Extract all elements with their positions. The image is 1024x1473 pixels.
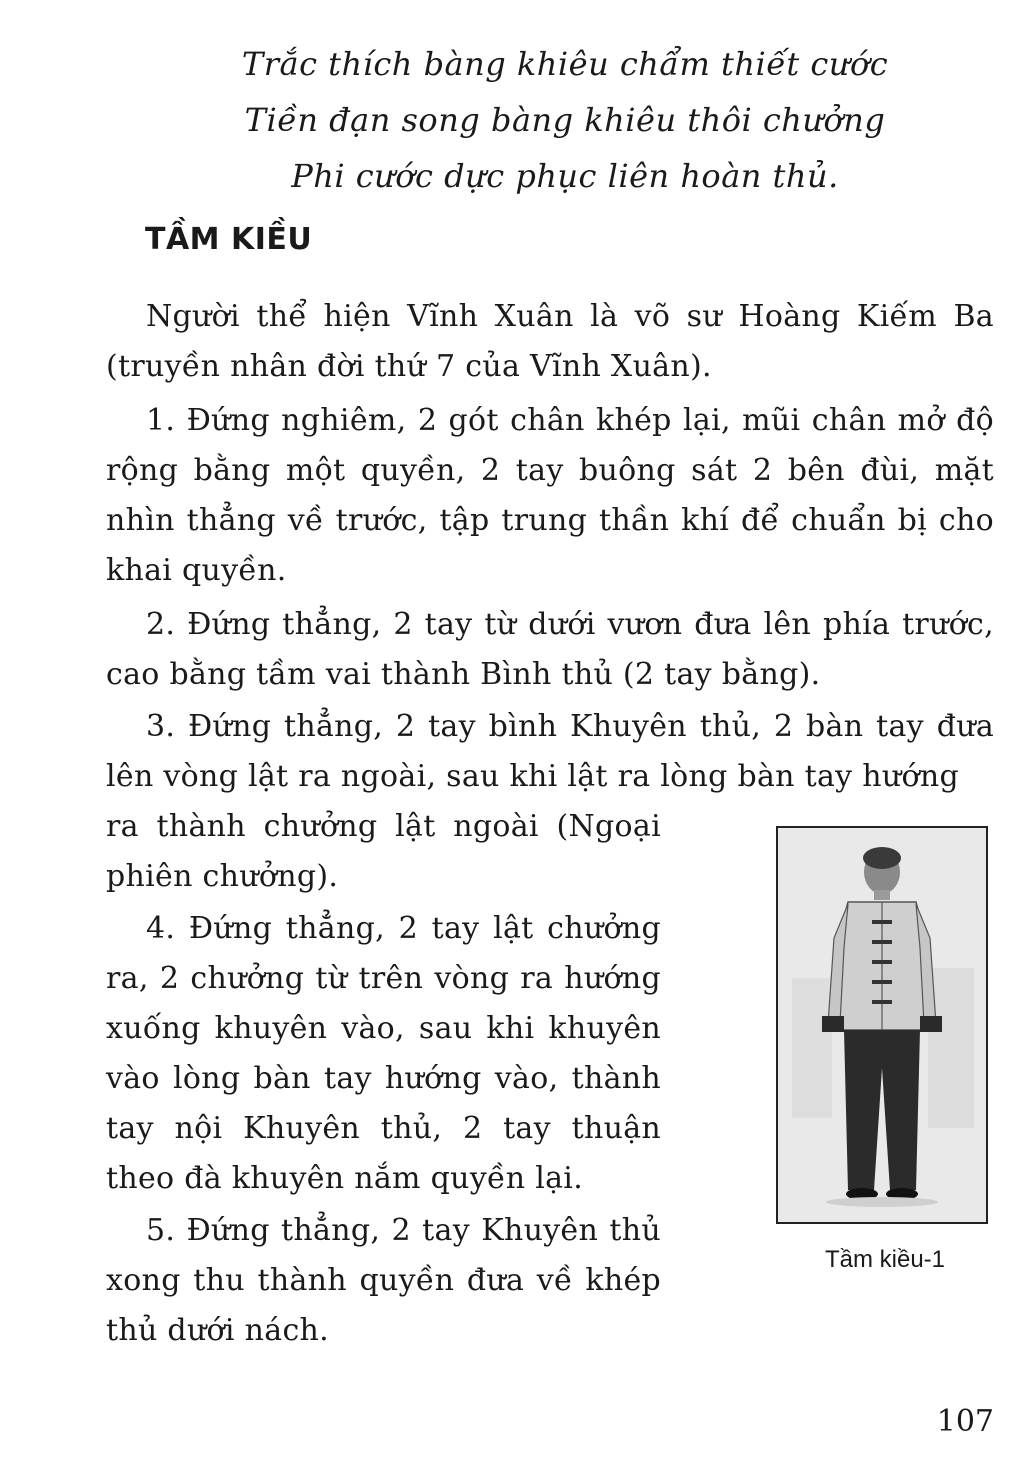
step-1-paragraph: 1. Đứng nghiêm, 2 gót chân khép lại, mũi chân mở độ rộng bằng một quyền, 2 tay buông sát 2 bên đùi, mặt nhìn thẳng về trước, tập trung thần khí để chuẩn bị cho khai quyền.: [106, 403, 994, 588]
step-4-paragraph: 4. Đứng thẳng, 2 tay lật chưởng ra, 2 chưởng từ trên vòng ra hướng xuống khuyên vào, sau khi khuyên vào lòng bàn tay hướng vào, thành tay nội Khuyên thủ, 2 tay thuận theo đà khuyên nắm quyền lại.: [106, 911, 661, 1196]
step-3-paragraph: 3. Đứng thẳng, 2 tay bình Khuyên thủ, 2 bàn tay đưa lên vòng lật ra ngoài, sau khi lật ra lòng bàn tay hướng: [106, 709, 994, 794]
section-title: TẦM KIỀU: [145, 222, 313, 257]
step-2-paragraph: 2. Đứng thẳng, 2 tay từ dưới vươn đưa lên phía trước, cao bằng tầm vai thành Bình thủ (2 tay bằng).: [106, 607, 994, 692]
verse-line-2: Tiền đạn song bàng khiêu thôi chưởng: [244, 101, 886, 139]
verse-line-3: Phi cước dực phục liên hoàn thủ.: [291, 157, 839, 195]
step-3-continuation: ra thành chưởng lật ngoài (Ngoại phiên chưởng).: [106, 809, 661, 894]
verse-block: [0, 36, 1024, 204]
figure-photo: [776, 826, 988, 1224]
page-number: 107: [936, 1404, 994, 1439]
step-5-paragraph: 5. Đứng thẳng, 2 tay Khuyên thủ xong thu thành quyền đưa về khép thủ dưới nách.: [106, 1213, 661, 1348]
verse-line-1: Trắc thích bàng khiêu chẩm thiết cước: [241, 45, 889, 83]
figure-caption: Tầm kiều-1: [824, 1246, 946, 1273]
standing-figure-illustration: [778, 828, 986, 1222]
intro-paragraph: Người thể hiện Vĩnh Xuân là võ sư Hoàng Kiếm Ba (truyền nhân đời thứ 7 của Vĩnh Xuân).: [106, 299, 994, 384]
